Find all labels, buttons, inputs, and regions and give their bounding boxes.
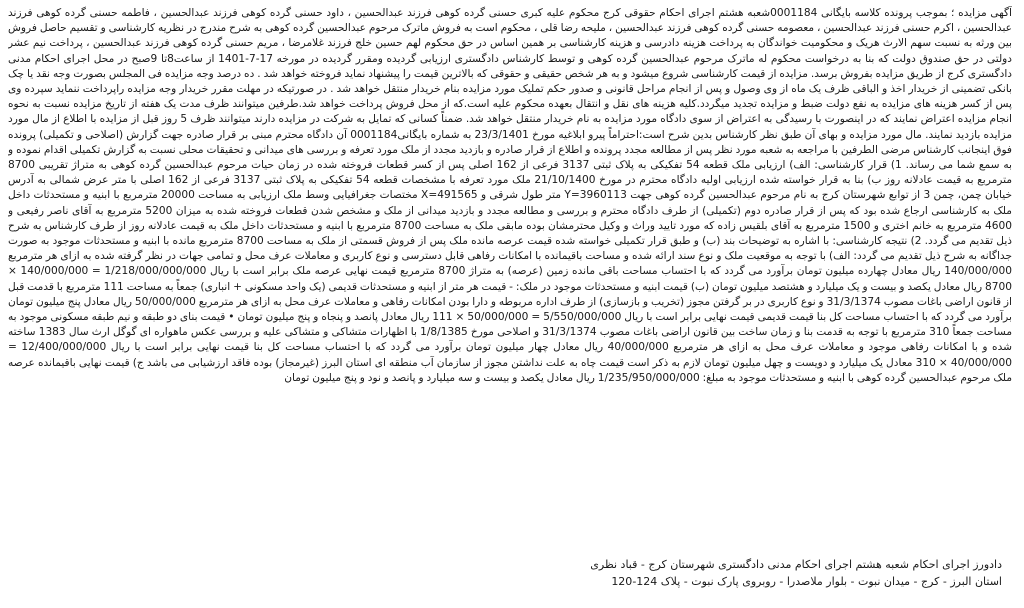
notice-footer [22, 556, 1002, 590]
auction-notice-text: آگهی مزایده ؛ بموجب پرونده کلاسه بایگانی 0001184شعبه هشتم اجرای احکام حقوقی کرج محکوم علیه کبری حسنی گرده کوهی فرزند عبدالحسین ، داود حسنی گرده کوهی فرزند عبدالحسین ، فاطمه حسنی گرده کوهی فرزند عبدالحسین ، اکرم حسنی فرزند عبدالحسین ، معصومه حسنی گرده کوهی فرزند عبدالحسین ، ملیحه رضا قلی ، محکوم است به فروش ماترک مرحوم عبدالحسین گرده کوهی به شرح مندرج در نظریه کارشناسی و تقسیم حاصل فروش بین ورثه به نسبت سهم الارث هریک و محکومیت خواندگان به پرداخت هزینه دادرسی و هزینه کارشناسی بر همین اساس در حق محکوم لهم حسین خلج فرزند غلامرضا ، مریم حسنی گرده کوهی فرزند عبدالحسین ، پرداخت نیم عشر دولتی در حق صندوق دولت که بنا به درخواست محکوم له ماترک مرحوم عبدالحسین گرده کوهی و توسط کارشناس دادگستری ارزیابی گردیده ومقرر گردیده در مورخه 17-7-1401 از ساعت8تا 9صبح در محل اجرای احکام مدنی دادگستری کرج از طریق مزایده بفروش برسد. مزایده از قیمت کارشناسی شروع میشود و به هر شخص حقیقی و حقوقی که بالاترین قیمت را پیشنهاد نماید فروخته خواهد شد . ده درصد وجه مزایده فی المجلس بصورت وجه نقد یا چک بانکی تضمینی از خریدار اخذ و الباقی ظرف یک ماه از وی وصول و پس از انجام مراحل قانونی و صدور حکم تملیک مورد مزایده بنام خریدار منتقل خواهد شد . در صورتیکه در مهلت مقرر خریدار وجه مزایده راپرداخت ننماید سپرده وی پس از کسر هزینه های مزایده به نفع دولت ضبط و مزایده تجدید میگردد.کلیه هزینه های نقل و انتقال بعهده محکوم علیه است.که از محل فروش پرداخت خواهد شد.طرفین میتوانند ظرف مدت یک هفته از تاریخ مزایده نسبت به نحوه انجام مزایده اعتراض نمایند که در اینصورت با رسیدگی به اعتراض از سوی دادگاه مورد مزایده به نام خریدار منتقل خواهد شد. ضمناً کسانی که تمایل به شرکت در مزایده دارند میتوانند ظرف 5 روز قبل از مزایده با اطلاع از مال مورد مزایده بازدید نمایند. مال مورد مزایده و بهای آن طبق نظر کارشناس بدین شرح است:احتراماً پیرو ابلاغیه مورخ 23/3/1401 به شماره بایگانی0001184 آن دادگاه محترم مبنی بر قرار صادره جهت گزارش (اصلاحی و تکمیلی) پرونده فوق اینجانب کارشناس مرضی الطرفین با مراجعه به شعبه مورد نظر پس از مطالعه مجدد پرونده و اطلاع از قرار صادره و بازدید مجدد از ملک مورد تعرفه و بررسی های میدانی و تحقیقات محلی نسبت به گزارش تکمیلی اقدام نموده و به سمع شما می رساند. 1) قرار کارشناسی: الف) ارزیابی ملک قطعه 54 تفکیکی به پلاک ثبتی 3137 فرعی از 162 اصلی پس از کسر قطعات فروخته شده در زمان حیات مرحوم عبدالحسین گرده کوهی به متراژ تقریبی 8700 مترمربع به قیمت عادلانه روز ب) بنا به قرار خواسته شده ارزیابی اولیه دادگاه محترم در مورخ 21/10/1400 ملک مورد تعرفه با مشخصات قطعه 54 تفکیکی به پلاک ثبتی 3137 فرعی از 162 اصلی با متر عرض شمالی به آدرس خیابان چمن، چمن 3 از توابع شهرستان کرج به نام مرحوم عبدالحسین گرده کوهی جهت 3960113=Y متر طول شرقی و 491565=X مختصات جغرافیایی وسط ملک ارزیابی به مساحت 20000 مترمربع با ابنیه و مستحدثات داخل ملک به کارشناسی ارجاع شده بود که پس از قرار صادره دوم (تکمیلی) از طرف دادگاه محترم و بررسی و مطالعه مجدد و بازدید میدانی از ملک و مشخص شدن قطعات فروخته شده به میزان 5200 مترمربع به آقای ناصر رفیعی و 4600 مترمربع به خانم اختری و 1500 مترمربع به آقای بلقیس زاده که مورد تایید وراث و وکیل محترمشان بوده مابقی ملک به مساحت 8700 مترمربع با ابنیه و مستحدثات داخل ملک به قیمت عادلانه روز از طرف کارشناس به شرح ذیل تقدیم می گردد. 2) نتیجه کارشناسی: با اشاره به توضیحات بند (ب) و طبق قرار تکمیلی خواسته شده قیمت عرصه مانده ملک پس از فروش قسمتی از ملک به مساحت 8700 مترمربع مانده با ابنیه و مستحدثات موجود به صورت جداگانه به شرح ذیل تقدیم می گردد: الف) با توجه به موقعیت ملک و نوع سند ارائه شده و مساحت باقیمانده با امکانات رفاهی قابل دسترسی و نوع کاربری و معاملات عرف محل و تمامی جهات در نظر گرفته شده به ازای هر مترمربع 140/000/000 ریال معادل چهارده میلیون تومان برآورد می گردد که با احتساب مساحت باقی مانده زمین (عرصه) به متراژ 8700 مترمربع قیمت نهایی عرصه ملک برابر است با ریال 1/218/000/000/000 = 140/000/000 × 8700 ریال معادل یکصد و بیست و یک میلیارد و هشتصد میلیون تومان (ب) قیمت ابنیه و مستحدثات موجود در ملک: - قیمت هر متر از ابنیه و مستحدثات قدیمی (یک واحد مسکونی + انباری) جمعاً به مساحت 111 مترمربع با قدمت قبل از قانون اراضی باغات مصوب 31/3/1374 و نوع کاربری در بر گرفتن مجوز (تخریب و بازسازی) از طرف اداره مربوطه و دارا بودن امکانات رفاهی و معاملات عرف محل به ازای هر مترمربع 50/000/000 ریال معادل پنج میلیون تومان برآورد می گردد که با احتساب مساحت کل بنا قیمت قدیمی قیمت نهایی برابر است با ریال 5/550/000/000 = 50/000/000 × 111 ریال معادل پانصد و پنجاه و پنج میلیون تومان • قیمت بنای دو طبقه و نیم طبقه مسکونی موجود به مساحت جمعاً 310 مترمربع با توجه به قدمت بنا و زمان ساخت بین قانون اراضی باغات مصوب 31/3/1374 و اصلاحی مورخ 1/8/1385 با اظهارات متشاکی و متشاکی علیه و بررسی عکس ماهواره ای گوگل ارث سال 1383 ساخته شده و با امکانات رفاهی موجود و معاملات عرف محل به ازای هر مترمربع 40/000/000 ریال معادل چهار میلیون تومان برآورد می گردد که با احتساب مساحت کل بنا قیمت نهایی برابر است با ریال 12/400/000/000 = 40/000/000 × 310 معادل یک میلیارد و دویست و چهل میلیون تومان لازم به ذکر است قیمت چاه به علت نداشتن مجوز از سازمان آب منطقه ای استان البرز (غیرمجاز) بوده فاقد ارزشیابی می باشد ج) قیمت نهایی باقیمانده عرصه ملک مرحوم عبدالحسین گرده کوهی با ابنیه و مستحدثات موجود به مبلغ: 1/235/950/000/000 ریال معادل یکصد و بیست و سه میلیارد و پانصد و نود و پنج میلیون تومان [8, 7, 1012, 384]
signature-line: دادورز اجرای احکام شعبه هشتم اجرای احکام مدنی دادگستری شهرستان کرج - قباد نظری [590, 558, 1002, 571]
address-line: استان البرز - کرج - میدان نبوت - بلوار ملاصدرا - روبروی پارک نبوت - پلاک 124-120 [611, 575, 1002, 588]
